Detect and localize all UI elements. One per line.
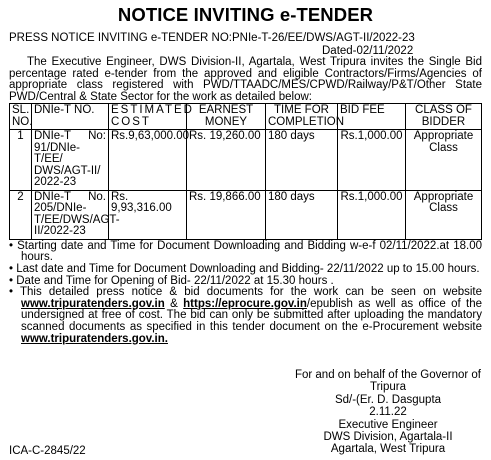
cell-class: Appropriate Class [406,190,482,239]
tripuratenders-link-2[interactable]: www.tripuratenders.gov.in. [21,332,168,345]
cell-time: 180 days [266,130,338,191]
cell-dnit-no: DNIe-T No: 91/DNIe-T/EE/ DWS/AGT-II/ 2022-23 [32,130,109,191]
table-row [10,190,482,239]
tender-table [9,103,482,240]
signature-date: 2.11.22 [369,406,407,419]
tripuratenders-link[interactable]: www.tripuratenders.gov.in [21,297,165,310]
notice-title: NOTICE INVITING e-TENDER [117,4,374,25]
signature-division: DWS Division, Agartala-II [323,431,453,444]
signature-designation: Executive Engineer [338,418,438,431]
header-bid-fee: BID FEE [338,104,406,130]
cell-estimated-cost: Rs.9,63,000.00 [109,130,187,191]
notice-date: Dated-02/11/2022 [322,44,414,57]
cell-sl: 2 [10,190,32,239]
bullet-item: • Last date and Time for Document Downloading and Bidding- 22/11/2022 up to 15.00 hours. [9,263,480,276]
header-dnit-no: DNIe-T NO. [32,104,109,130]
bullet-text: /epublish as well as office of the undersigned at free of cost. The bid can only be submitted after uploading the mandatory scanned documents as specified in this tender document on the e-Procurement website [21,297,482,334]
intro-paragraph: The Executive Engineer, DWS Division-II, Agartala, West Tripura invites the Single Bid percentage rated e-tender from the approved and eligible Contractors/Firms/Agencies of appropriate class registered with PWD/TTAADC/MES/CPWD/Railway/P&T/Other State PWD/Central & State Sector for the work as detailed below: [9,56,482,103]
bullet-text: Starting date and Time for Document Downloading and Bidding w-e-f 02/11/2022.at 18.00 hours. [17,239,482,264]
signature-block [288,369,488,456]
bullet-text: This detailed press notice & bid documents for the work can be seen on website [19,286,483,299]
press-notice-number: PRESS NOTICE INVITING e-TENDER NO:PNIe-T-26/EE/DWS/AGT-II/2022-23 [9,32,415,44]
signature-line: For and on behalf of the Governor of Tripura [294,369,482,394]
cell-estimated-cost: Rs. 9,93,316.00 [109,190,187,239]
cell-sl: 1 [10,130,32,191]
signature-line: Sd/-(Er. D. Dasgupta [334,393,442,406]
bullet-item: • Date and Time for Opening of Bid- 22/11/2022 at 15.30 hours . [9,274,334,287]
header-earnest-money: EARNEST MONEY [187,104,266,130]
cell-bid-fee: Rs.1,000.00 [338,130,406,191]
reference-code: ICA-C-2845/22 [9,445,86,457]
bullet-text: Last date and Time for Document Downloading and Bidding- 22/11/2022 up to 15.00 hours. [16,263,480,276]
table-header-row [10,104,482,130]
cell-earnest-money: Rs. 19,866.00 [187,190,266,239]
cell-earnest-money: Rs. 19,260.00 [187,130,266,191]
bullet-text: Date and Time for Opening of Bid- 22/11/2022 at 15.30 hours . [16,274,334,287]
cell-class: Appropriate Class [406,130,482,191]
table-row [10,130,482,191]
signature-location: Agartala, West Tripura [330,443,446,456]
notice-bullets [9,241,482,345]
bullet-item: • Starting date and Time for Document Downloading and Bidding w-e-f 02/11/2022.at 18.00 hours. [9,239,482,264]
eprocure-link[interactable]: https://eprocure.gov.in [183,297,307,310]
header-class-of-bidder: CLASS OF BIDDER [406,104,482,130]
cell-time: 180 days [266,190,338,239]
header-sl-no: SL. NO. [10,104,32,130]
header-estimated-cost: ESTIMATED COST [109,104,187,130]
cell-dnit-no: DNIe-T No. 205/DNIe-T/EE/DWS/AGT-II/2022-23 [32,190,109,239]
cell-bid-fee: Rs.1,000.00 [338,190,406,239]
bullet-item: • This detailed press notice & bid documents for the work can be seen on website www.tripuratenders.gov.in & https://eprocure.gov.in/epublish as well as office of the undersigned at free of cost. The bid can only be submitted after uploading the mandatory scanned documents as specified in this tender document on the e-Procurement website www.tripuratenders.gov.in. [9,286,483,345]
amp-text: & [164,297,184,310]
header-time-for-completion: TIME FOR COMPLETION [266,104,338,130]
